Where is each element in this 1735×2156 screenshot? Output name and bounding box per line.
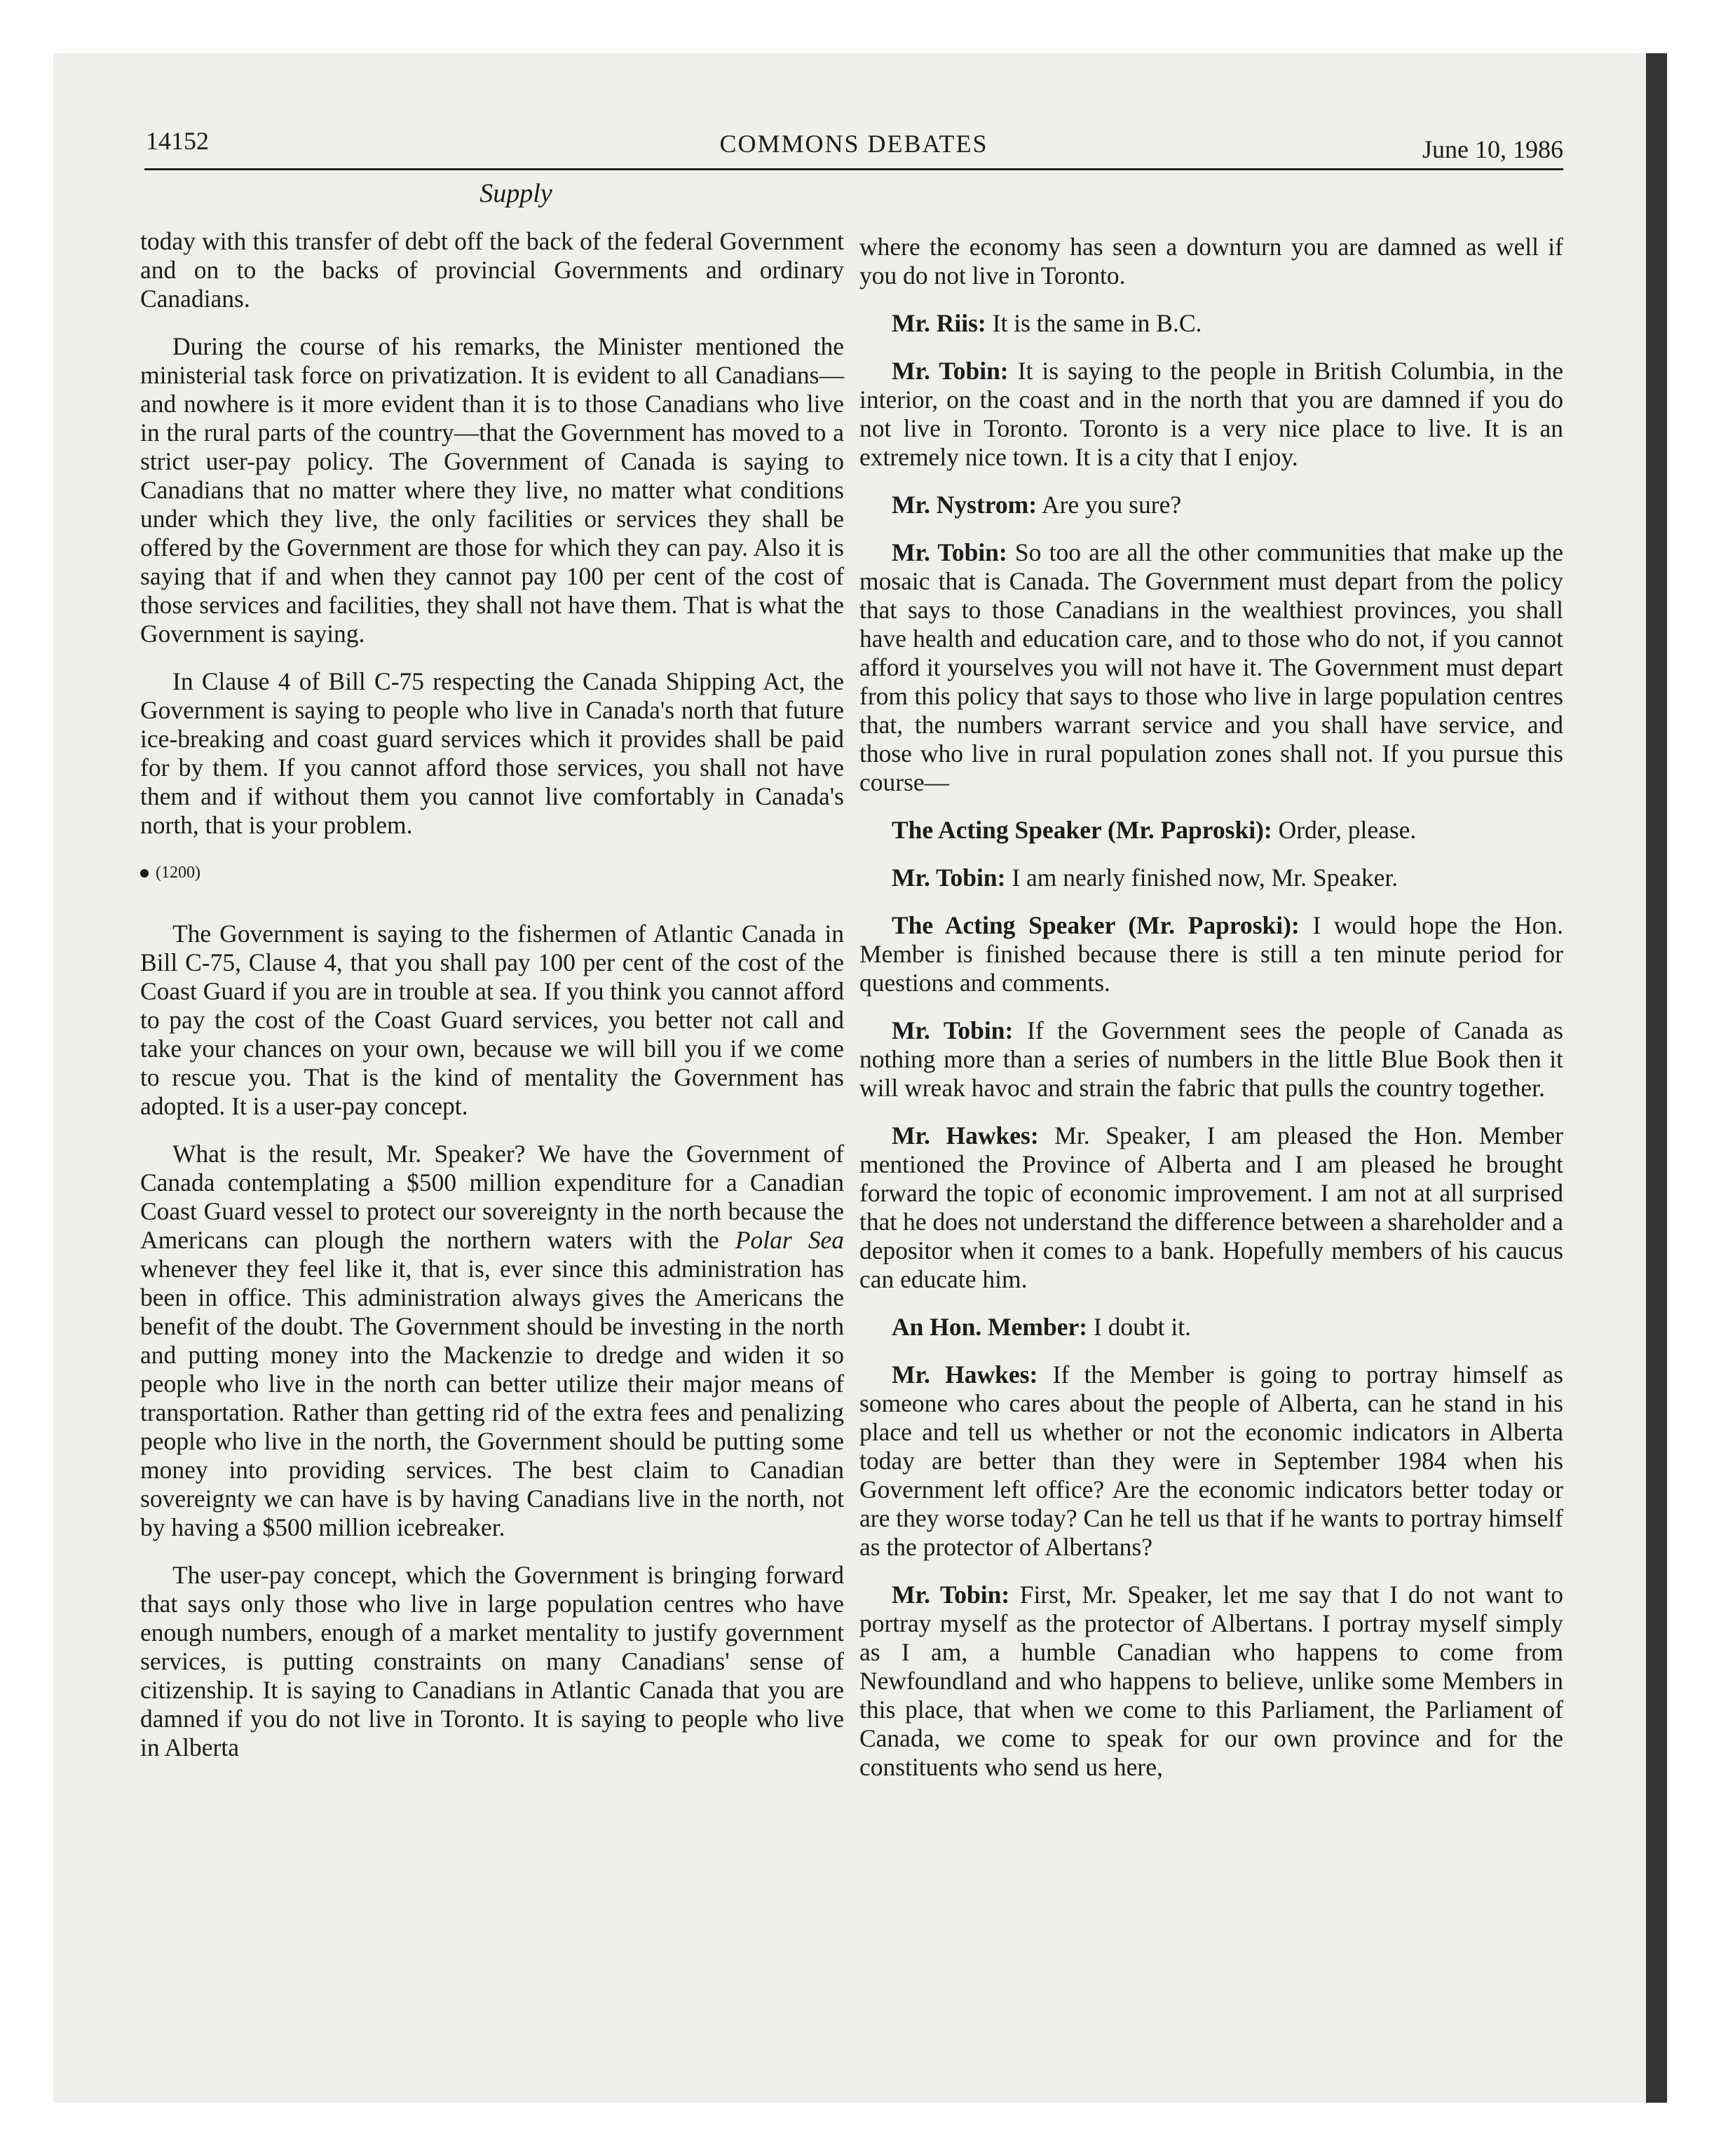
left-column	[140, 227, 844, 1781]
speech-text: First, Mr. Speaker, let me say that I do not want to portray myself as the protector of Albertans. I portray myself simply as I am, a humble Canadian who happens to come from Newfoundland and who happens to believe, unlike some Members in this place, that when we come to this Parliament, the Parliament of Canada, we come to speak for our own province and for the constituents who send us here,	[859, 1581, 1563, 1781]
paragraph: During the course of his remarks, the Minister mentioned the ministerial task force on privatization. It is evident to all Canadians—and nowhere is it more evident than it is to those Canadians who live in the rural parts of the country—that the Government has moved to a strict user-pay policy. The Government of Canada is saying to Canadians that no matter where they live, no matter what conditions under which they live, the only facilities or services they shall be offered by the Government are those for which they can pay. Also it is saying that if and when they cannot pay 100 per cent of the cost of those services and facilities, they shall not have them. That is what the Government is saying.	[140, 332, 844, 648]
speaker-name: Mr. Tobin:	[892, 1581, 1010, 1609]
speaker-name: Mr. Tobin:	[892, 357, 1009, 385]
paragraph: today with this transfer of debt off the back of the federal Government and on to the backs of provincial Governments and ordinary Canadians.	[140, 227, 844, 313]
speech	[859, 911, 1563, 997]
paragraph	[140, 1140, 844, 1542]
speech-text: It is saying to the people in British Columbia, in the interior, on the coast and in the north that you are damned if you do not live in Toronto. Toronto is a very nice place to live. It is an extremely nice town. It is a city that I enjoy.	[859, 357, 1563, 471]
speech-text: So too are all the other communities that make up the mosaic that is Canada. The Government must depart from the policy that says to those Canadians in the wealthiest provinces, you shall have health and education care, and to those who do not, if you cannot afford it yourselves you will not have it. The Government must depart from this policy that says to those who live in large population centres that, the numbers warrant service and you shall have service, and those who live in rural population zones shall not. If you pursue this course—	[859, 538, 1563, 796]
speech	[859, 357, 1563, 472]
speaker-name: Mr. Tobin:	[892, 864, 1006, 892]
page-header	[144, 125, 1563, 170]
paragraph-text: whenever they feel like it, that is, ever since this administration has been in office. This administration always gives the Americans the benefit of the doubt. The Government should be investing in the north and putting money into the Mackenzie to dredge and widen it so people who live in the north can better utilize their major means of transportation. Rather than getting rid of the extra fees and penalizing people who live in the north, the Government should be putting some money into providing services. The best claim to Canadian sovereignty we can have is by having Canadians live in the north, not by having a $500 million icebreaker.	[140, 1255, 844, 1541]
paragraph: The Government is saying to the fishermen of Atlantic Canada in Bill C-75, Clause 4, that you shall pay 100 per cent of the cost of the Coast Guard if you are in trouble at sea. If you think you cannot afford to pay the cost of the Coast Guard services, you better not call and take your chances on your own, because we will bill you if we come to rescue you. That is the kind of mentality the Government has adopted. It is a user-pay concept.	[140, 920, 844, 1120]
speech	[859, 1121, 1563, 1294]
speech	[859, 864, 1563, 892]
paragraph: where the economy has seen a downturn you are damned as well if you do not live in Toronto.	[859, 233, 1563, 289]
ship-name: Polar Sea	[735, 1226, 844, 1254]
section-title: Supply	[479, 179, 552, 208]
speaker-name: The Acting Speaker (Mr. Paproski):	[892, 816, 1272, 844]
speech-text: I am nearly finished now, Mr. Speaker.	[1005, 864, 1399, 892]
time-marker	[140, 859, 844, 887]
page-number: 14152	[146, 127, 209, 155]
speech-text: Order, please.	[1272, 816, 1417, 844]
speaker-name: Mr. Riis:	[892, 309, 986, 337]
speaker-name: Mr. Tobin:	[892, 538, 1007, 566]
paragraph-text: What is the result, Mr. Speaker? We have the Government of Canada contemplating a $500 million expenditure for a Canadian Coast Guard vessel to protect our sovereignty in the north because the Americans can plough the northern waters with the	[140, 1140, 844, 1254]
speaker-name: An Hon. Member:	[892, 1313, 1088, 1341]
speech	[859, 1016, 1563, 1103]
speech-text: I would hope the Hon. Member is finished because there is still a ten minute period for questions and comments.	[859, 911, 1563, 997]
speech-text: Are you sure?	[1037, 491, 1182, 519]
speaker-name: The Acting Speaker (Mr. Paproski):	[892, 911, 1300, 939]
bullet-icon	[140, 869, 149, 878]
right-column	[859, 233, 1563, 1801]
speech-text: If the Government sees the people of Canada as nothing more than a series of numbers in the little Blue Book then it will wreak havoc and strain the fabric that pulls the country together.	[859, 1016, 1563, 1102]
speaker-name: Mr. Hawkes:	[892, 1121, 1039, 1149]
speaker-name: Mr. Tobin:	[892, 1016, 1014, 1044]
speech	[859, 1360, 1563, 1562]
speech	[859, 1581, 1563, 1782]
speaker-name: Mr. Hawkes:	[892, 1360, 1038, 1389]
speech	[859, 538, 1563, 797]
speech-text: If the Member is going to portray himself as someone who cares about the people of Alberta, can he stand in his place and tell us whether or not the economic indicators in Alberta today are better than they were in September 1984 when his Government left office? Are the economic indicators better today or are they worse today? Can he tell us that if he wants to portray himself as the protector of Albertans?	[859, 1360, 1563, 1561]
speech-text: It is the same in B.C.	[986, 309, 1202, 337]
speech	[859, 309, 1563, 338]
speech-text: I doubt it.	[1087, 1313, 1191, 1341]
speech	[859, 1313, 1563, 1342]
publication-date: June 10, 1986	[1422, 135, 1563, 163]
paragraph: In Clause 4 of Bill C-75 respecting the Canada Shipping Act, the Government is saying to people who live in Canada's north that future ice-breaking and coast guard services which it provides shall be paid for by them. If you cannot afford those services, you shall not have them and if without them you cannot live comfortably in Canada's north, that is your problem.	[140, 667, 844, 839]
speech	[859, 816, 1563, 845]
time-marker-label: (1200)	[156, 864, 200, 882]
speaker-name: Mr. Nystrom:	[892, 491, 1037, 519]
publication-title: COMMONS DEBATES	[719, 130, 988, 158]
binding-edge	[1646, 53, 1667, 2103]
speech-text: Mr. Speaker, I am pleased the Hon. Member mentioned the Province of Alberta and I am pleased he brought forward the topic of economic improvement. I am not at all surprised that he does not understand the difference between a shareholder and a depositor when it comes to a bank. Hopefully members of his caucus can educate him.	[859, 1121, 1563, 1293]
speech	[859, 491, 1563, 519]
paragraph: The user-pay concept, which the Government is bringing forward that says only those who live in large population centres who have enough numbers, enough of a market mentality to justify government services, is putting constraints on many Canadians' sense of citizenship. It is saying to Canadians in Atlantic Canada that you are damned if you do not live in Toronto. It is saying to people who live in Alberta	[140, 1561, 844, 1761]
